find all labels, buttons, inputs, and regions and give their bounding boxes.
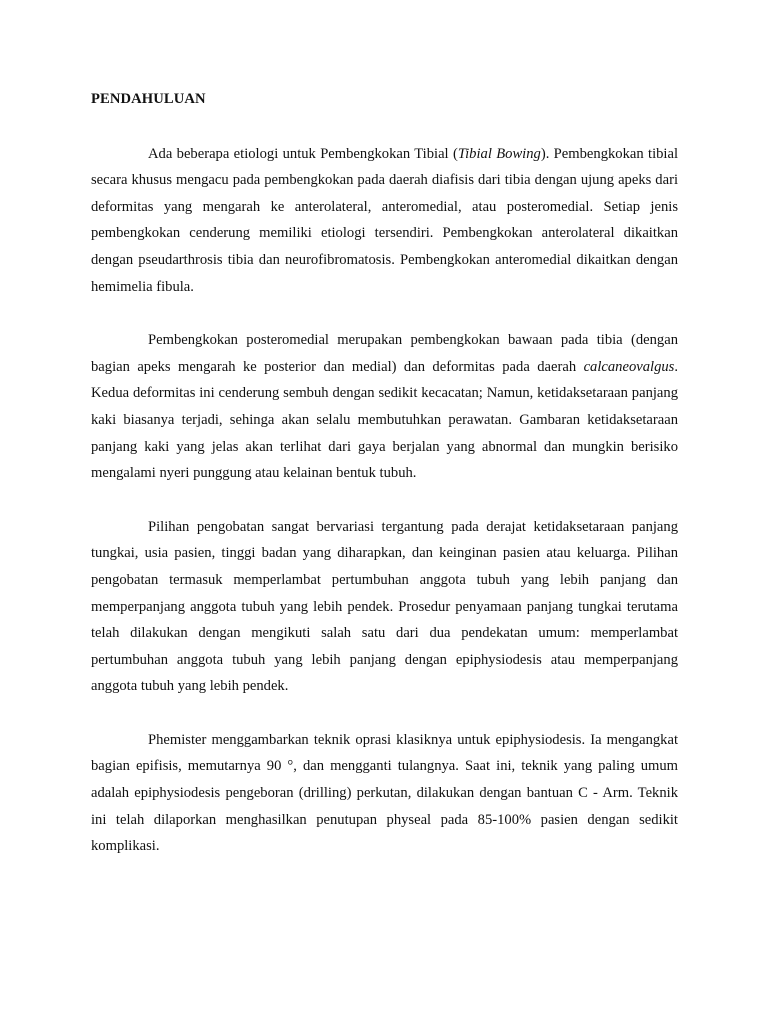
paragraph-1 [91,141,678,301]
paragraph-4 [91,727,678,860]
paragraph-3-text: Pilihan pengobatan sangat bervariasi tergantung pada derajat ketidaksetaraan panjang tungkai, usia pasien, tinggi badan yang diharapkan, dan keinginan pasien atau keluarga. Pilihan pengobatan termasuk memperlambat pertumbuhan anggota tubuh yang lebih panjang dan memperpanjang anggota tubuh yang lebih pendek. Prosedur penyamaan panjang tungkai terutama telah dilakukan dengan mengikuti salah satu dari dua pendekatan umum: memperlambat pertumbuhan anggota tubuh yang lebih panjang dengan epiphysiodesis atau memperpanjang anggota tubuh yang lebih pendek. [91,518,678,695]
paragraph-1-italic-term: Tibial Bowing [457,145,541,162]
paragraph-2-text-b: . Kedua deformitas ini cenderung sembuh dengan sedikit kecacatan; Namun, ketidaksetaraan panjang kaki biasanya terjadi, sehinga akan selalu membutuhkan perawatan. Gambaran ketidaksetaraan panjang kaki yang jelas akan terlihat dari gaya berjalan yang abnormal dan mungkin berisiko mengalami nyeri punggung atau kelainan bentuk tubuh. [91,358,678,482]
paragraph-2-text-a: Pembengkokan posteromedial merupakan pembengkokan bawaan pada tibia (dengan bagian apeks mengarah ke posterior dan medial) dan deformitas pada daerah [91,332,678,375]
section-heading: PENDAHULUAN [91,91,206,107]
paragraph-3 [91,514,678,700]
paragraph-1-text-a: Ada beberapa etiologi untuk Pembengkokan Tibial ( [148,145,458,162]
paragraph-1-text-b: ). Pembengkokan tibial secara khusus mengacu pada pembengkokan pada daerah diafisis dari tibia dengan ujung apeks dari deformitas yang mengarah ke anterolateral, anteromedial, atau posteromedial. Setiap jenis pembengkokan cenderung memiliki etiologi tersendiri. Pembengkokan anterolateral dikaitkan dengan pseudarthrosis tibia dan neurofibromatosis. Pembengkokan anteromedial dikaitkan dengan hemimelia fibula. [91,145,679,295]
document-page [91,86,678,887]
paragraph-2 [91,327,678,487]
paragraph-4-text: Phemister menggambarkan teknik oprasi klasiknya untuk epiphysiodesis. Ia mengangkat bagian epifisis, memutarnya 90 °, dan mengganti tulangnya. Saat ini, teknik yang paling umum adalah epiphysiodesis pengeboran (drilling) perkutan, dilakukan dengan bantuan C - Arm. Teknik ini telah dilaporkan menghasilkan penutupan physeal pada 85-100% pasien dengan sedikit komplikasi. [91,731,678,855]
paragraph-2-italic-term: calcaneovalgus [583,358,675,375]
